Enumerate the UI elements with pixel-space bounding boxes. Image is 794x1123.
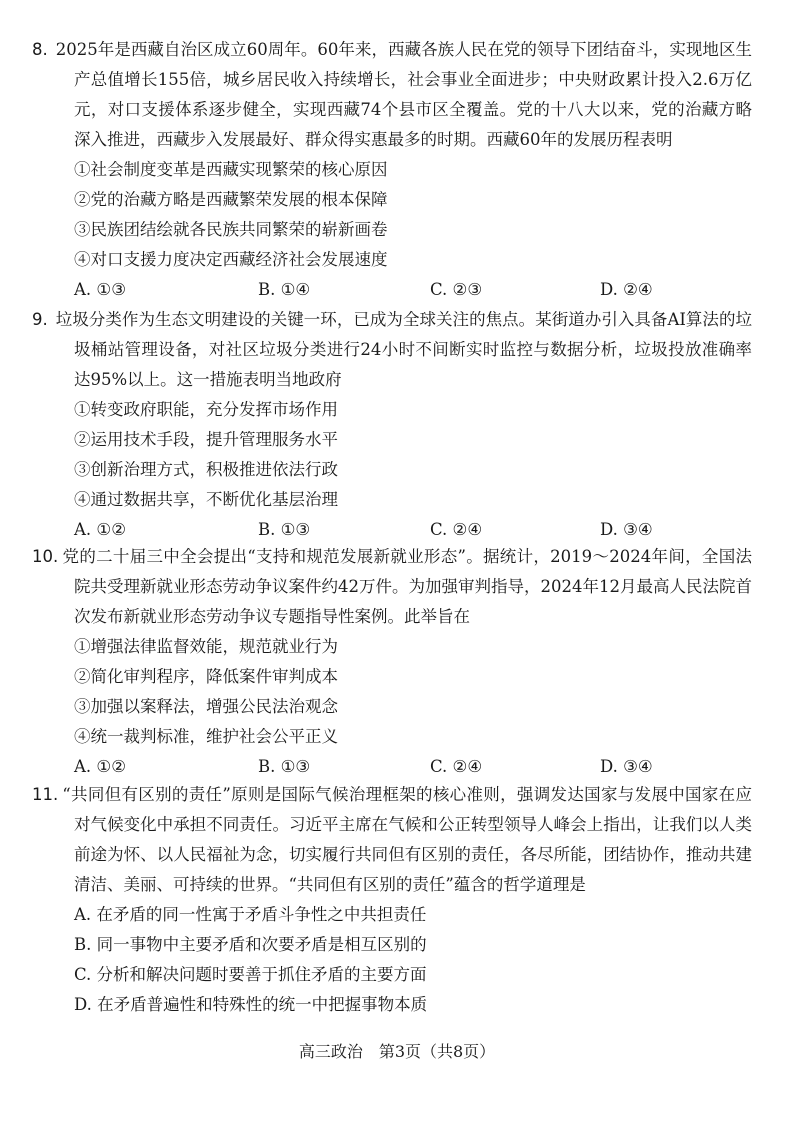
- choice-d[interactable]: D. ③④: [600, 757, 653, 776]
- question-text: “共同但有区别的责任”原则是国际气候治理框架的核心准则，强调发达国家与发展中国家在应对气候变化中承担不同责任。习近平主席在气候和公正转型领导人峰会上指出，让我们以人类前途为怀、以人民福祉为念，切实履行共同但有区别的责任，各尽所能，团结协作，推动共建清洁、美丽、可持续的世界。“共同但有区别的责任”蕴含的哲学道理是: [62, 785, 752, 894]
- statement-2: ②简化审判程序，降低案件审判成本: [74, 667, 338, 686]
- question-11: [32, 780, 752, 1020]
- question-text: 党的二十届三中全会提出“支持和规范发展新就业形态”。据统计，2019～2024年间，全国法院共受理新就业形态劳动争议案件约42万件。为加强审判指导，2024年12月最高人民法院首次发布新就业形态劳动争议专题指导性案例。此举旨在: [62, 547, 752, 626]
- question-stem: [32, 35, 752, 155]
- statement-3: ③创新治理方式，积极推进依法行政: [74, 460, 338, 479]
- statement-1: ①增强法律监督效能，规范就业行为: [74, 637, 338, 656]
- statement-2: ②党的治藏方略是西藏繁荣发展的根本保障: [74, 190, 388, 209]
- question-stem: [32, 305, 752, 395]
- page-footer: 高三政治 第3页（共8页）: [298, 1042, 496, 1061]
- question-stem: [32, 780, 752, 900]
- statement-4: ④对口支援力度决定西藏经济社会发展速度: [74, 250, 388, 269]
- option-a[interactable]: A. 在矛盾的同一性寓于矛盾斗争性之中共担责任: [74, 905, 427, 924]
- statement-2: ②运用技术手段，提升管理服务水平: [74, 430, 338, 449]
- choice-a[interactable]: A. ①③: [74, 280, 126, 299]
- choice-b[interactable]: B. ①③: [258, 757, 311, 776]
- question-text: 2025年是西藏自治区成立60周年。60年来，西藏各族人民在党的领导下团结奋斗，实现地区生产总值增长155倍，城乡居民收入持续增长，社会事业全面进步；中央财政累计投入2.6万亿元，对口支援体系逐步健全，实现西藏74个县市区全覆盖。党的十八大以来，党的治藏方略深入推进，西藏步入发展最好、群众得实惠最多的时期。西藏60年的发展历程表明: [55, 40, 752, 149]
- question-number: 11.: [32, 785, 59, 804]
- choice-b[interactable]: B. ①③: [258, 520, 311, 539]
- statement-3: ③加强以案释法，增强公民法治观念: [74, 697, 338, 716]
- choice-a[interactable]: A. ①②: [74, 520, 126, 539]
- question-text: 垃圾分类作为生态文明建设的关键一环，已成为全球关注的焦点。某街道办引入具备AI算法的垃圾桶站管理设备，对社区垃圾分类进行24小时不间断实时监控与数据分析，垃圾投放准确率达95%以上。这一措施表明当地政府: [55, 310, 752, 389]
- question-8: [32, 35, 752, 305]
- statement-4: ④通过数据共享，不断优化基层治理: [74, 490, 338, 509]
- choice-c[interactable]: C. ②④: [430, 520, 483, 539]
- statement-1: ①社会制度变革是西藏实现繁荣的核心原因: [74, 160, 388, 179]
- option-c[interactable]: C. 分析和解决问题时要善于抓住矛盾的主要方面: [74, 965, 427, 984]
- choice-c[interactable]: C. ②③: [430, 280, 483, 299]
- answer-choices: [32, 515, 752, 545]
- choice-d[interactable]: D. ③④: [600, 520, 653, 539]
- question-number: 8.: [32, 40, 48, 59]
- statement-1: ①转变政府职能，充分发挥市场作用: [74, 400, 338, 419]
- question-10: [32, 542, 752, 782]
- answer-choices: [32, 752, 752, 782]
- choice-c[interactable]: C. ②④: [430, 757, 483, 776]
- question-stem: [32, 542, 752, 632]
- statement-4: ④统一裁判标准，维护社会公平正义: [74, 727, 338, 746]
- question-number: 10.: [32, 547, 59, 566]
- statement-3: ③民族团结绘就各民族共同繁荣的崭新画卷: [74, 220, 388, 239]
- choice-a[interactable]: A. ①②: [74, 757, 126, 776]
- option-d[interactable]: D. 在矛盾普遍性和特殊性的统一中把握事物本质: [74, 995, 428, 1014]
- choice-d[interactable]: D. ②④: [600, 280, 653, 299]
- option-b[interactable]: B. 同一事物中主要矛盾和次要矛盾是相互区别的: [74, 935, 427, 954]
- choice-b[interactable]: B. ①④: [258, 280, 311, 299]
- question-number: 9.: [32, 310, 48, 329]
- question-9: [32, 305, 752, 545]
- answer-choices: [32, 275, 752, 305]
